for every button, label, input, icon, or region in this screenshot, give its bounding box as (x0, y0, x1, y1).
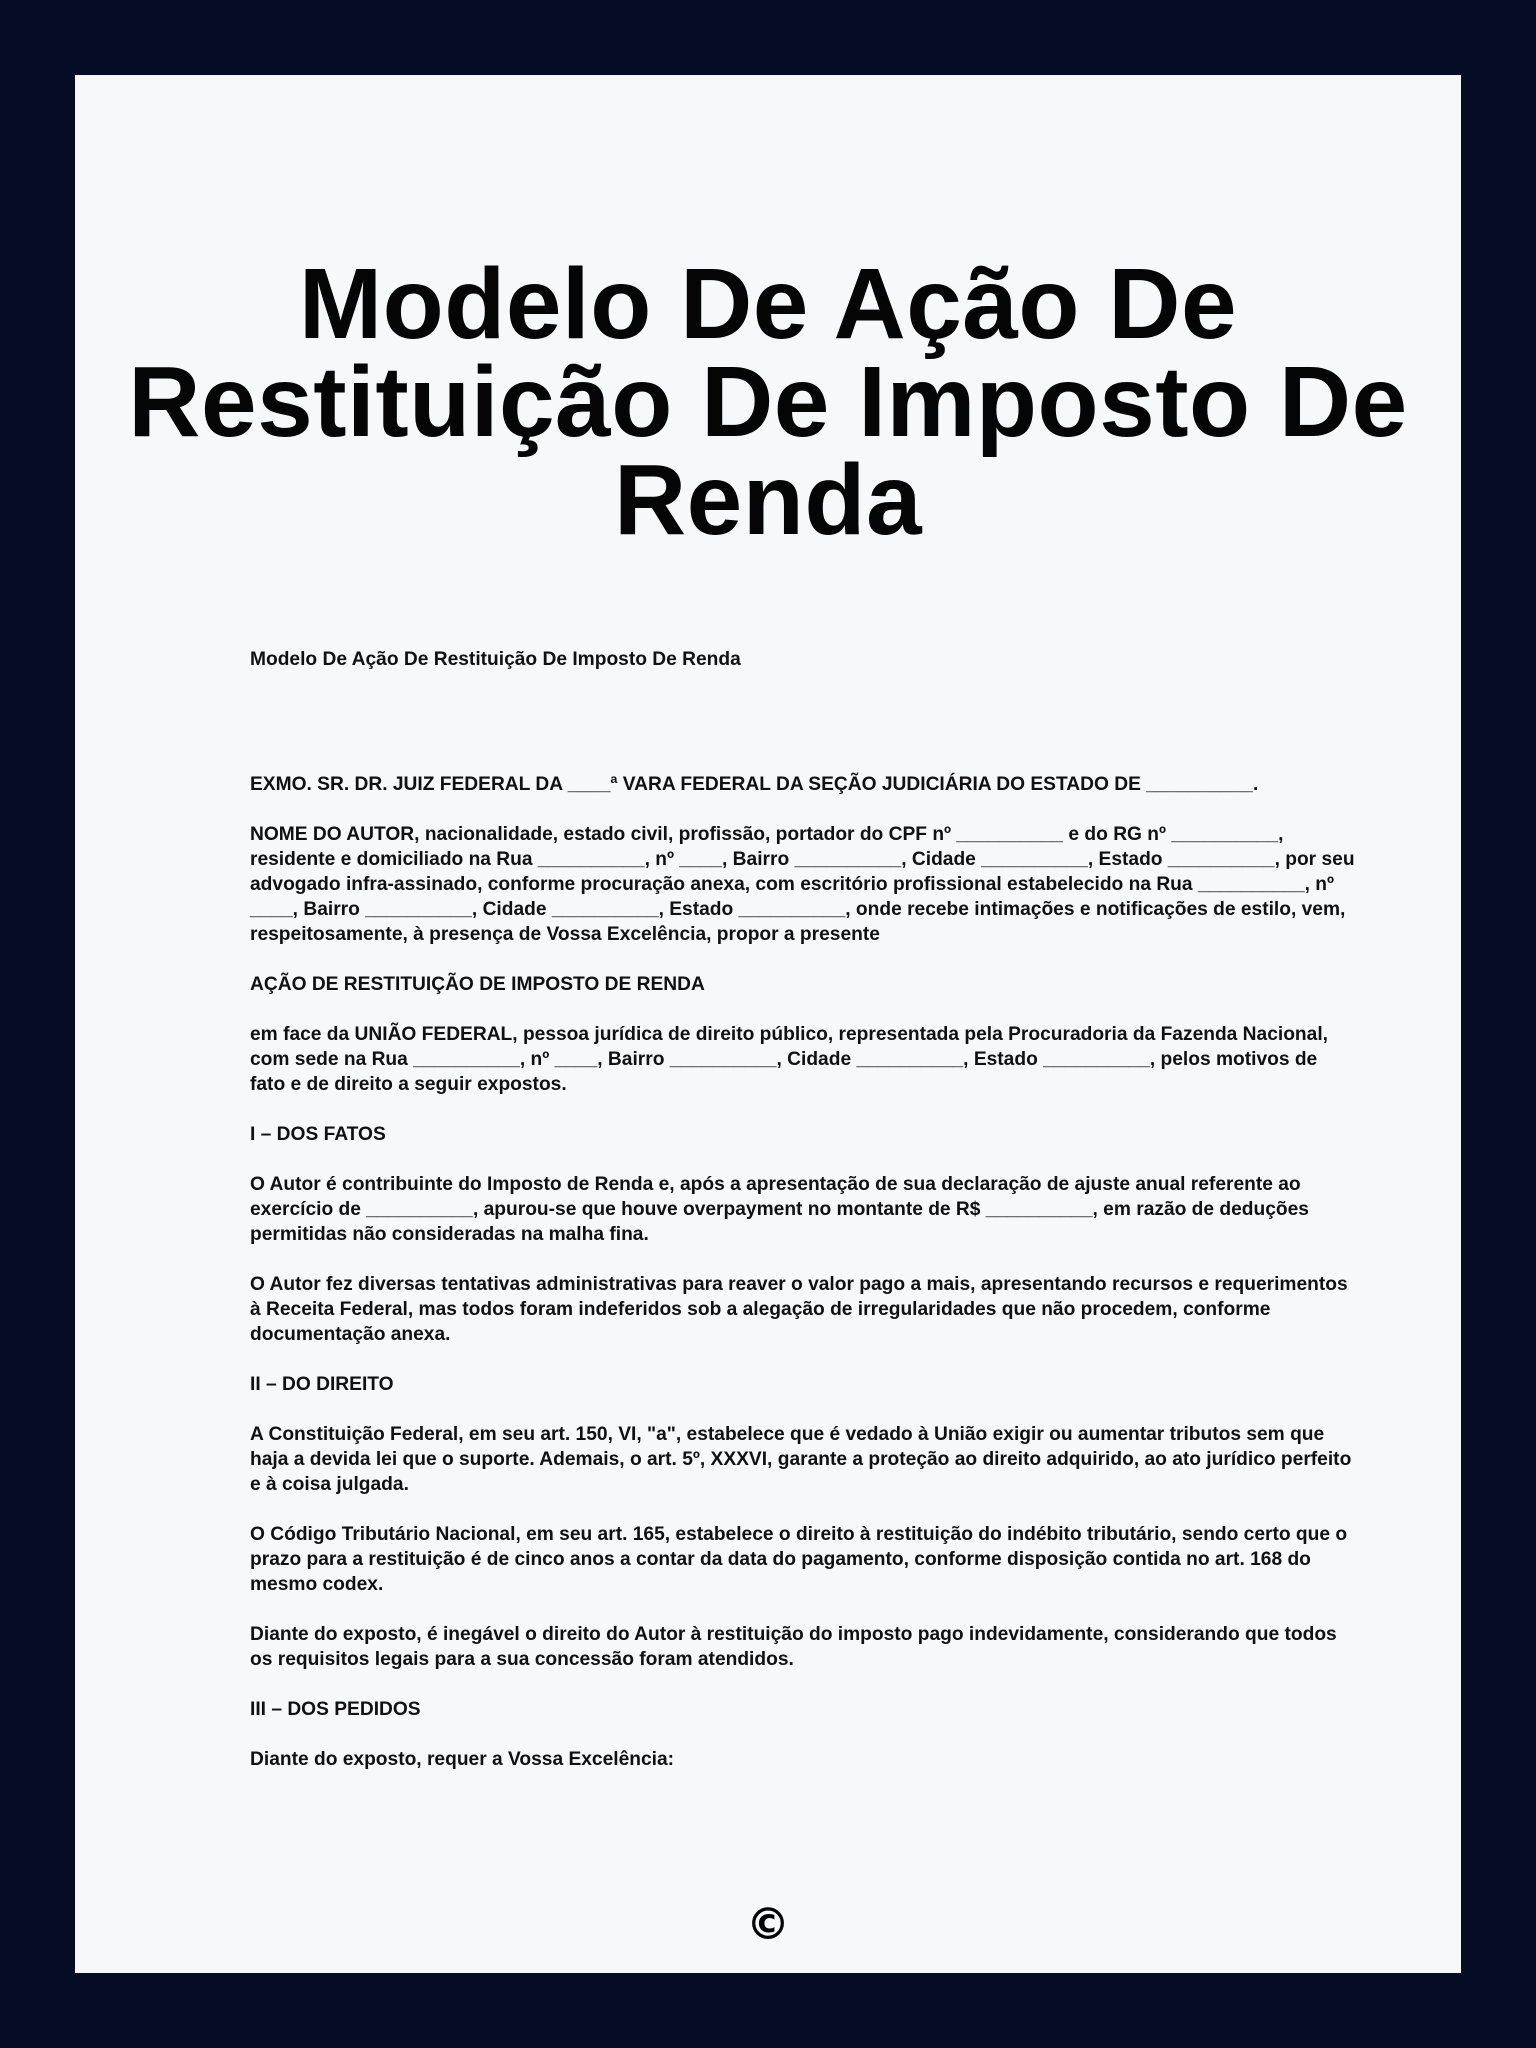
document-subtitle: Modelo De Ação De Restituição De Imposto De Renda (250, 649, 741, 670)
paragraph-law-3: Diante do exposto, é inegável o direito do Autor à restituição do imposto pago indevidamente, considerando que todos os requisitos legais para a sua concessão foram atendidos. (250, 1624, 1337, 1670)
paragraph-facts-2: O Autor fez diversas tentativas administrativas para reaver o valor pago a mais, apresentando recursos e requerimentos à Receita Federal, mas todos foram indeferidos sob a alegação de irregularidades que não procedem, conforme documentação anexa. (250, 1274, 1348, 1345)
document-title: Modelo De Ação De Restituição De Imposto De Renda (128, 248, 1408, 556)
paragraph-requests-intro: Diante do exposto, requer a Vossa Excelência: (250, 1749, 675, 1770)
paragraph-law-2: O Código Tributário Nacional, em seu art. 165, estabelece o direito à restituição do indébito tributário, sendo certo que o prazo para a restituição é de cinco anos a contar da data do pagamento, conforme disposição contida no art. 168 do mesmo codex. (250, 1524, 1348, 1595)
paragraph-action-title: AÇÃO DE RESTITUIÇÃO DE IMPOSTO DE RENDA (250, 974, 705, 995)
section-heading-law: II – DO DIREITO (250, 1374, 394, 1395)
paragraph-addressee: EXMO. SR. DR. JUIZ FEDERAL DA ____ª VARA FEDERAL DA SEÇÃO JUDICIÁRIA DO ESTADO DE __________. (250, 774, 1259, 795)
section-heading-requests: III – DOS PEDIDOS (250, 1699, 421, 1720)
paragraph-facts-1: O Autor é contribuinte do Imposto de Renda e, após a apresentação de sua declaração de ajuste anual referente ao exercício de __________, apurou-se que houve overpayment no montante de R$ __________, em razão de deduções permitidas não consideradas na malha fina. (250, 1174, 1309, 1245)
section-heading-facts: I – DOS FATOS (250, 1124, 386, 1145)
document-page (75, 75, 1461, 1973)
paragraph-defendant: em face da UNIÃO FEDERAL, pessoa jurídica de direito público, representada pela Procuradoria da Fazenda Nacional, com sede na Rua __________, nº ____, Bairro __________, Cidade __________, Estado __________, pelos motivos de fato e de direito a seguir expostos. (250, 1024, 1328, 1095)
paragraph-law-1: A Constituição Federal, em seu art. 150, VI, "a", estabelece que é vedado à União exigir ou aumentar tributos sem que haja a devida lei que o suporte. Ademais, o art. 5º, XXXVI, garante a proteção ao direito adquirido, ao ato jurídico perfeito e à coisa julgada. (250, 1424, 1352, 1495)
document-body (250, 647, 1355, 1797)
paragraph-author-qualification: NOME DO AUTOR, nacionalidade, estado civil, profissão, portador do CPF nº __________ e do RG nº __________, residente e domiciliado na Rua __________, nº ____, Bairro __________, Cidade __________, Estado __________, por seu advogado infra-assinado, conforme procuração anexa, com escritório profissional estabelecido na Rua __________, nº ____, Bairro __________, Cidade __________, Estado __________, onde recebe intimações e notificações de estilo, vem, respeitosamente, à presença de Vossa Excelência, propor a presente (250, 824, 1355, 945)
copyright-icon: © (746, 1899, 790, 1950)
spacer (250, 672, 1355, 772)
